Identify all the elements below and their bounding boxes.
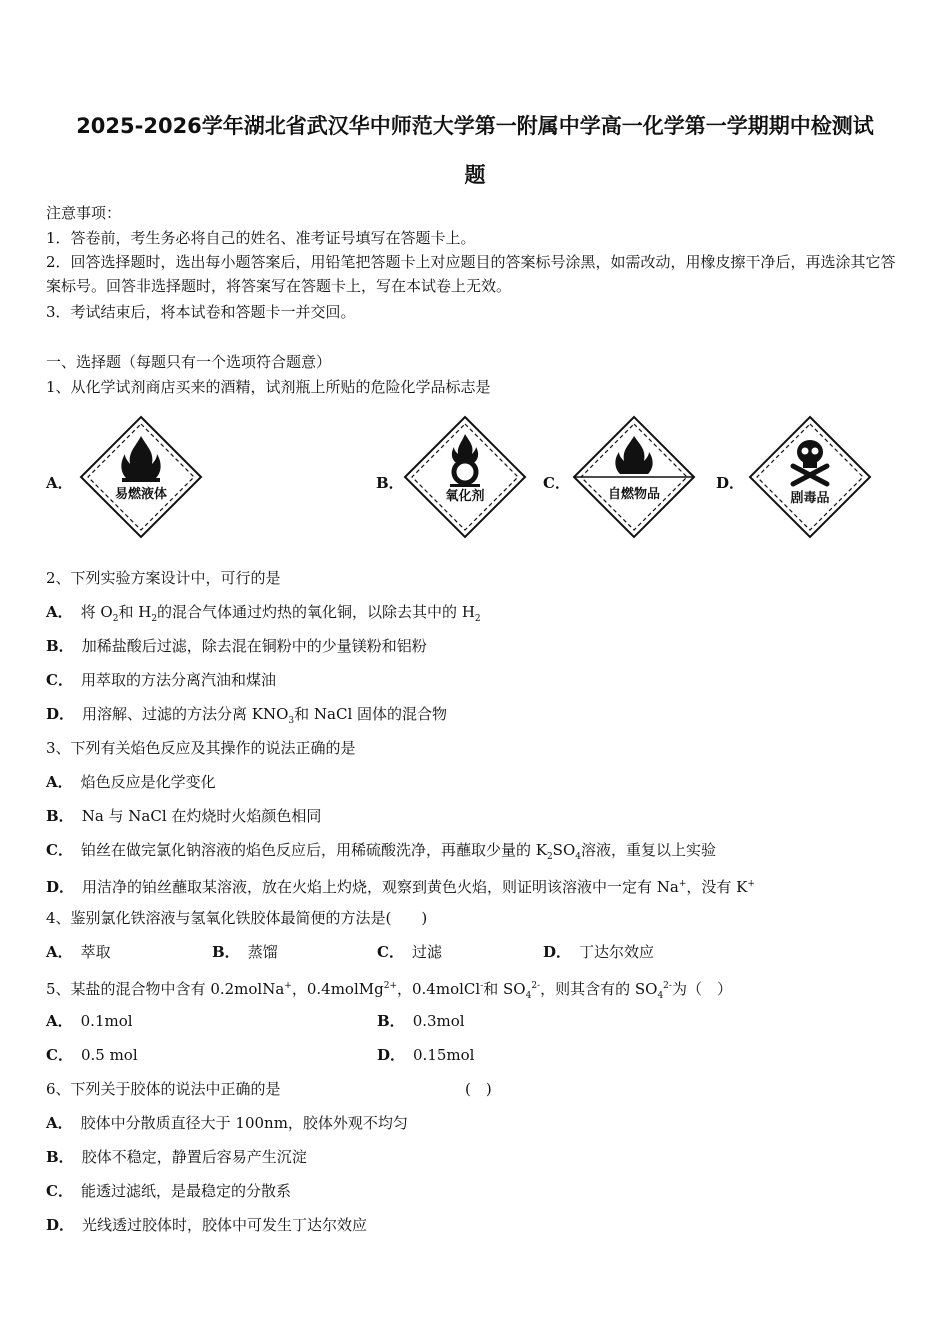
q3-option-a: A． 焰色反应是化学变化 — [46, 773, 216, 791]
q6-option-d: D． 光线透过胶体时，胶体中可发生丁达尔效应 — [46, 1216, 368, 1234]
notice-item-3: 3．考试结束后，将本试卷和答题卡一并交回。 — [46, 303, 356, 321]
q6-answer-paren: ( ) — [465, 1080, 492, 1098]
q2-option-a: A． 将 $O_2$和 $H_2$的混合气体通过灼热的氧化铜，以除去其中的 $H_2$ — [46, 603, 481, 624]
sign-b-text: 氧化剂 — [445, 489, 485, 504]
q1-option-d-label: D． — [716, 474, 745, 492]
exam-title-line1: 2025-2026学年湖北省武汉华中师范大学第一附属中学高一化学第一学期期中检测试 — [76, 114, 874, 138]
notice-item-2: 2．回答选择题时，选出每小题答案后，用铅笔把答题卡上对应题目的答案标号涂黑，如需改动，用橡皮擦干净后，再选涂其它答案标号。回答非选择题时，将答案写在答题卡上，写在本试卷上无效。 — [46, 253, 896, 295]
q5-option-d: D． 0.15mol — [377, 1046, 475, 1064]
q5-stem: 5、某盐的混合物中含有 0.2molNa+，0.4molMg$^{2+}$，0.4molCl-和 $SO_4^{2-}$，则其含有的 $SO_4^{2-}$为（ ） — [46, 980, 732, 1001]
q2-stem: 2、下列实验方案设计中，可行的是 — [46, 569, 281, 587]
q4-option-c: C． 过滤 — [377, 943, 442, 961]
option-label: B． — [46, 807, 74, 825]
option-label: A． — [46, 773, 73, 791]
q2-option-c: C． 用萃取的方法分离汽油和煤油 — [46, 671, 276, 689]
q4-stem: 4、鉴别氯化铁溶液与氢氧化铁胶体最简便的方法是( ) — [46, 909, 428, 927]
notice-heading: 注意事项： — [46, 204, 122, 222]
q4-option-b: B． 蒸馏 — [212, 943, 278, 961]
q6-stem: 6、下列关于胶体的说法中正确的是 — [46, 1080, 281, 1098]
option-label: B． — [46, 1148, 74, 1166]
option-label: A． — [46, 1114, 73, 1132]
option-label: A． — [46, 603, 73, 621]
q4-option-a: A． 萃取 — [46, 943, 111, 961]
q5-option-a: A． 0.1mol — [46, 1012, 133, 1030]
q6-option-b: B． 胶体不稳定，静置后容易产生沉淀 — [46, 1148, 307, 1166]
q3-option-d: D． 用洁净的铂丝蘸取某溶液，放在火焰上灼烧，观察到黄色火焰，则证明该溶液中一定有 Na+，没有 K+ — [46, 878, 755, 896]
sign-c-text: 自燃物品 — [607, 487, 661, 502]
q5-option-c: C． 0.5 mol — [46, 1046, 138, 1064]
q6-option-a: A． 胶体中分散质直径大于 100nm，胶体外观不均匀 — [46, 1114, 408, 1132]
q1-sign-a — [78, 414, 204, 540]
sign-d-text: 剧毒品 — [790, 491, 830, 506]
sign-a-text: 易燃液体 — [114, 487, 168, 502]
q1-option-b-label: B． — [376, 474, 404, 492]
q1-sign-d — [747, 414, 873, 540]
option-label: D． — [46, 878, 75, 896]
q1-sign-b — [402, 414, 528, 540]
q1-option-a-label: A． — [46, 474, 73, 492]
q3-stem: 3、下列有关焰色反应及其操作的说法正确的是 — [46, 739, 356, 757]
section-heading: 一、选择题（每题只有一个选项符合题意） — [46, 353, 332, 371]
option-label: C． — [46, 841, 73, 859]
q1-sign-c — [571, 414, 697, 540]
option-label: D． — [46, 705, 75, 723]
notice-item-1: 1．答卷前，考生务必将自己的姓名、准考证号填写在答题卡上。 — [46, 229, 476, 247]
option-label: C． — [46, 1182, 73, 1200]
q1-option-c-label: C． — [543, 474, 570, 492]
q6-option-c: C． 能透过滤纸，是最稳定的分散系 — [46, 1182, 291, 1200]
q2-option-d: D． 用溶解、过滤的方法分离 $KNO_3$和 NaCl 固体的混合物 — [46, 705, 448, 726]
q3-option-b: B． Na 与 NaCl 在灼烧时火焰颜色相同 — [46, 807, 322, 825]
q2-option-b: B． 加稀盐酸后过滤，除去混在铜粉中的少量镁粉和铝粉 — [46, 637, 427, 655]
option-label: C． — [46, 671, 73, 689]
q3-option-c: C． 铂丝在做完氯化钠溶液的焰色反应后，用稀硫酸洗净，再蘸取少量的 $K_2SO_4$溶液，重复以上实验 — [46, 841, 716, 862]
q1-stem: 1、从化学试剂商店买来的酒精，试剂瓶上所贴的危险化学品标志是 — [46, 378, 491, 396]
option-label: D． — [46, 1216, 75, 1234]
option-label: B． — [46, 637, 74, 655]
q4-option-d: D． 丁达尔效应 — [543, 943, 655, 961]
q5-option-b: B． 0.3mol — [377, 1012, 465, 1030]
exam-title-line2: 题 — [464, 163, 486, 187]
